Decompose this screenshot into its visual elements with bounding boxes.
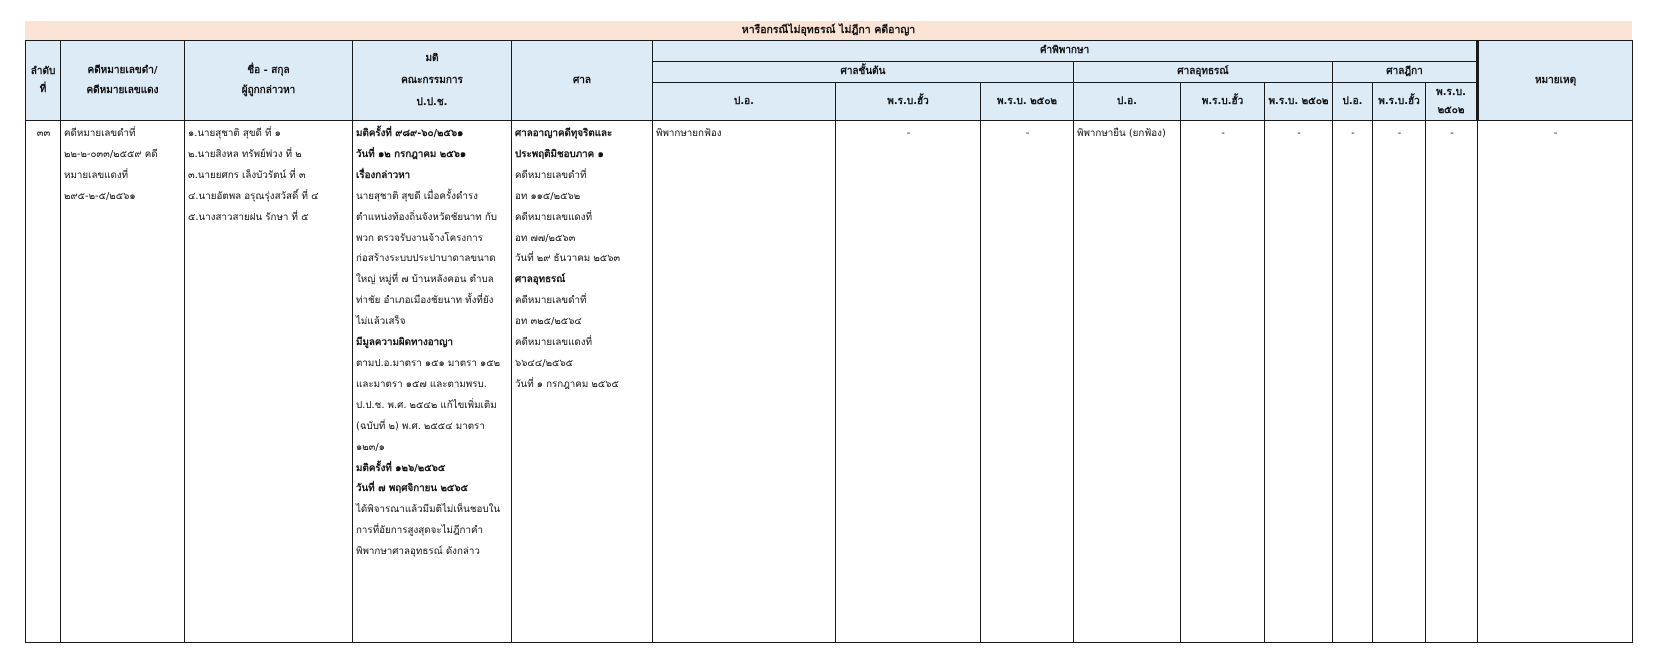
court-line: อท ๓๒๕/๒๕๖๔	[515, 316, 582, 328]
cell-first-pa: พิพากษายกฟ้อง	[653, 121, 836, 643]
spreadsheet-sheet	[25, 21, 1632, 643]
cell-case-number	[61, 121, 185, 643]
court-line: อท ๑๑๕/๒๕๖๒	[515, 190, 581, 202]
court-line: ประพฤติมิชอบภาค ๑	[515, 148, 604, 160]
resolution-line: วันที่ ๑๒ กรกฎาคม ๒๕๖๑	[356, 148, 467, 160]
header-supreme: ศาลฎีกา	[1333, 62, 1478, 83]
court-line: อท ๗๗/๒๕๖๓	[515, 232, 576, 244]
resolution-line: ตามป.อ.มาตรา ๑๕๑ มาตรา ๑๕๒	[356, 357, 501, 369]
court-line: คดีหมายเลขแดงที่	[515, 337, 593, 349]
court-line: วันที่ ๑ กรกฎาคม ๒๕๖๕	[515, 378, 619, 390]
cell-appeal-2502: -	[1265, 121, 1333, 643]
header-first-2502: พ.ร.บ. ๒๕๐๒	[981, 83, 1074, 121]
cell-court	[512, 121, 653, 643]
cell-names	[185, 121, 353, 643]
court-line: ศาลอุทธรณ์	[515, 274, 566, 286]
header-appeal-ua: พ.ร.บ.ฮั้ว	[1181, 83, 1265, 121]
name-line: ๔.นายอัตพล อรุณรุ่งสวัสดิ์ ที่ ๔	[188, 190, 319, 202]
resolution-line: มติครั้งที่ ๑๒๖/๒๕๖๕	[356, 462, 446, 474]
resolution-line: ป.ป.ช. พ.ศ. ๒๕๔๒ แก้ไขเพิ่มเติม	[356, 399, 497, 411]
resolution-line: ท่าชัย อำเภอเมืองชัยนาท ทั้งที่ยัง	[356, 295, 494, 307]
header-name	[185, 41, 353, 121]
resolution-line: (ฉบับที่ ๒) พ.ศ. ๒๕๕๔ มาตรา	[356, 420, 485, 432]
header-appeal-pa: ป.อ.	[1074, 83, 1181, 121]
case-line: ๒๙๕-๒-๕/๒๕๖๑	[64, 190, 136, 202]
name-line: ๒.นายสิงหล ทรัพย์พ่วง ที่ ๒	[188, 148, 302, 160]
header-name-line1: ชื่อ - สกุล	[247, 64, 290, 76]
court-line: ศาลอาญาคดีทุจริตและ	[515, 128, 613, 139]
header-resolution-line1: มติ	[425, 52, 439, 64]
resolution-line: ได้พิจารณาแล้วมีมติไม่เห็นชอบใน	[356, 504, 501, 516]
header-resolution-line2: คณะกรรมการ	[401, 74, 463, 86]
header-supreme-2502-line1: พ.ร.บ.	[1436, 86, 1466, 98]
court-line: คดีหมายเลขดำที่	[515, 295, 587, 307]
header-court: ศาล	[512, 41, 653, 121]
resolution-line: พวก ตรวจรับงานจ้างโครงการ	[356, 232, 483, 244]
resolution-line: ก่อสร้างระบบประปาบาดาลขนาด	[356, 253, 496, 265]
resolution-line: นายสุชาติ สุขดี เมื่อครั้งดำรง	[356, 190, 478, 202]
header-resolution-line3: ป.ป.ช.	[416, 96, 448, 108]
header-appeal-2502: พ.ร.บ. ๒๕๐๒	[1265, 83, 1333, 121]
cell-resolution	[353, 121, 512, 643]
header-order: ลำดับ ที่	[26, 41, 61, 121]
header-first-ua: พ.ร.บ.ฮั้ว	[836, 83, 981, 121]
cell-first-ua: -	[836, 121, 981, 643]
resolution-line: และมาตรา ๑๕๗ และตามพรบ.	[356, 378, 487, 390]
case-line: ๒๒-๒-๐๓๓/๒๕๕๙ คดี	[64, 148, 158, 160]
cell-appeal-ua: -	[1181, 121, 1265, 643]
court-line: คดีหมายเลขแดงที่	[515, 211, 593, 223]
cell-remarks: -	[1478, 121, 1633, 643]
header-case-number	[61, 41, 185, 121]
cell-supreme-pa: -	[1333, 121, 1373, 643]
resolution-line: มีมูลความผิดทางอาญา	[356, 337, 454, 349]
name-line: ๓.นายยศกร เล็งบัวรัตน์ ที่ ๓	[188, 169, 306, 181]
header-name-line2: ผู้ถูกกล่าวหา	[241, 84, 296, 96]
header-supreme-2502-line2: ๒๕๐๒	[1437, 104, 1465, 116]
judgment-table	[25, 40, 1633, 643]
header-judgment: คำพิพากษา	[653, 41, 1478, 62]
header-supreme-pa: ป.อ.	[1333, 83, 1373, 121]
header-case-red: คดีหมายเลขแดง	[86, 84, 159, 96]
cell-supreme-ua: -	[1373, 121, 1426, 643]
header-case-black: คดีหมายเลขดำ/	[87, 64, 158, 76]
cell-first-2502: -	[981, 121, 1074, 643]
resolution-line: มติครั้งที่ ๙๘๙-๖๐/๒๕๖๑	[356, 128, 464, 139]
header-first-pa: ป.อ.	[653, 83, 836, 121]
resolution-line: ตำแหน่งท้องถิ่นจังหวัดชัยนาท กับ	[356, 211, 498, 223]
resolution-line: เรื่องกล่าวหา	[356, 169, 411, 181]
resolution-line: ใหญ่ หมู่ที่ ๗ บ้านหลังคอน ตำบล	[356, 274, 494, 286]
cell-appeal-pa: พิพากษายืน (ยกฟ้อง)	[1074, 121, 1181, 643]
case-line: คดีหมายเลขดำที่	[64, 128, 136, 139]
sheet-title: หารือกรณีไม่อุทธรณ์ ไม่ฎีกา คดีอาญา	[25, 21, 1632, 40]
header-resolution	[353, 41, 512, 121]
header-supreme-2502	[1426, 83, 1478, 121]
court-line: คดีหมายเลขดำที่	[515, 169, 587, 181]
resolution-line: พิพากษาศาลอุทธรณ์ ดังกล่าว	[356, 546, 480, 558]
resolution-line: ๑๒๓/๑	[356, 441, 385, 453]
case-line: หมายเลขแดงที่	[64, 169, 129, 181]
header-row-1	[26, 41, 1633, 62]
resolution-line: วันที่ ๗ พฤศจิกายน ๒๕๖๕	[356, 483, 468, 495]
name-line: ๑.นายสุชาติ สุขดี ที่ ๑	[188, 128, 281, 139]
resolution-line: การที่อัยการสูงสุดจะไม่ฎีกาคำ	[356, 525, 484, 537]
cell-supreme-2502: -	[1426, 121, 1478, 643]
cell-order: ๓๓	[26, 121, 61, 643]
header-first-instance: ศาลชั้นต้น	[653, 62, 1074, 83]
court-line: วันที่ ๒๙ ธันวาคม ๒๕๖๓	[515, 253, 621, 265]
header-remarks: หมายเหตุ	[1478, 41, 1633, 121]
court-line: ๖๖๔๔/๒๕๖๕	[515, 357, 574, 369]
name-line: ๕.นางสาวสายฝน รักษา ที่ ๕	[188, 211, 309, 223]
header-supreme-ua: พ.ร.บ.ฮั้ว	[1373, 83, 1426, 121]
header-appeal: ศาลอุทธรณ์	[1074, 62, 1333, 83]
table-row	[26, 121, 1633, 643]
resolution-line: ไม่แล้วเสร็จ	[356, 316, 406, 328]
